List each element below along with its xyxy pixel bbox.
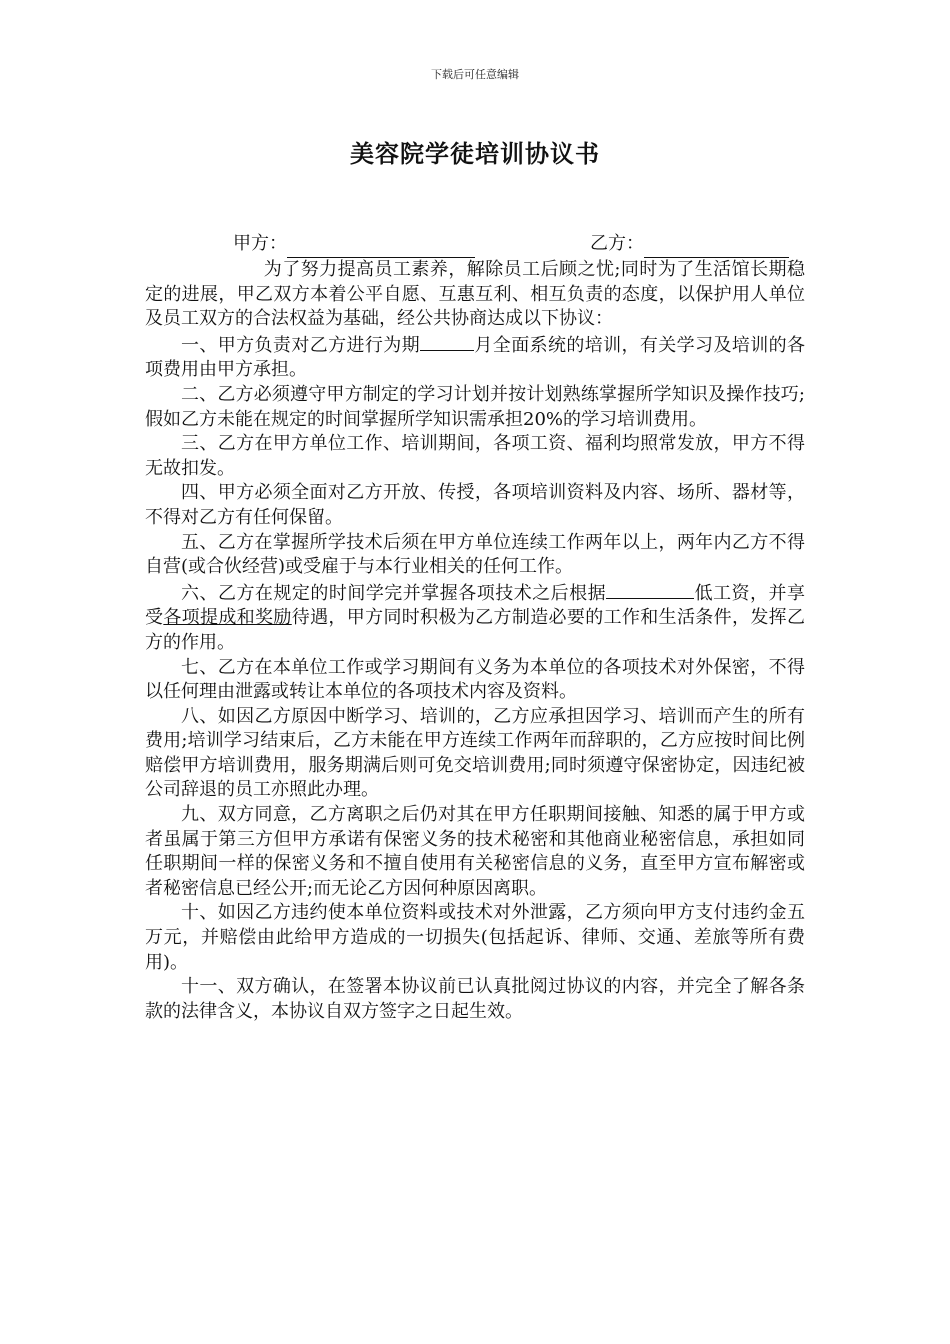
clause-1 <box>145 332 805 383</box>
clause-1-text-a: 一、甲方负责对乙方进行为期 <box>181 334 421 356</box>
clause-9: 九、双方同意，乙方离职之后仍对其在甲方任职期间接触、知悉的属于甲方或者虽属于第三方但甲方承诺有保密义务的技术秘密和其他商业秘密信息，承担如同任职期间一样的保密义务和不擅自使用有关秘密信息的义务，直至甲方宣布解密或者秘密信息已经公开;而无论乙方因何种原因离职。 <box>145 804 805 899</box>
commission-reward-text: 各项提成和奖励 <box>163 607 292 629</box>
party-a-label: 甲方： <box>233 233 287 254</box>
clause-10: 十、如因乙方违约使本单位资料或技术对外泄露，乙方须向甲方支付违约金五万元，并赔偿由此给甲方造成的一切损失(包括起诉、律师、交通、差旅等所有费用)。 <box>145 902 805 973</box>
clause-6 <box>145 580 805 656</box>
party-b <box>590 230 789 258</box>
clause-8: 八、如因乙方原因中断学习、培训的，乙方应承担因学习、培训而产生的所有费用;培训学习结束后，乙方未能在甲方连续工作两年而辞职的，乙方应按时间比例赔偿甲方培训费用，服务期满后则可免交培训费用;同时须遵守保密协定，因违纪被公司辞退的员工亦照此办理。 <box>145 705 805 801</box>
document-title: 美容院学徒培训协议书 <box>350 139 600 168</box>
party-line <box>145 230 805 258</box>
header-note: 下载后可任意编辑 <box>431 68 519 81</box>
intro-paragraph: 为了努力提高员工素养，解除员工后顾之忧;同时为了生活馆长期稳定的进展，甲乙双方本着公平自愿、互惠互利、相互负责的态度，以保护用人单位及员工双方的合法权益为基础，经公共协商达成以下协议： <box>145 259 805 330</box>
clause-5: 五、乙方在掌握所学技术后须在甲方单位连续工作两年以上，两年内乙方不得自营(或合伙经营)或受雇于与本行业相关的任何工作。 <box>145 531 805 578</box>
clause-2: 二、乙方必须遵守甲方制定的学习计划并按计划熟练掌握所学知识及操作技巧;假如乙方未能在规定的时间掌握所学知识需承担20%的学习培训费用。 <box>145 383 805 430</box>
training-months-blank[interactable] <box>420 332 474 351</box>
party-b-blank[interactable] <box>644 235 789 258</box>
clause-3: 三、乙方在甲方单位工作、培训期间，各项工资、福利均照常发放，甲方不得无故扣发。 <box>145 433 805 479</box>
clause-6-text-a: 六、乙方在规定的时间学完并掌握各项技术之后根据 <box>181 582 607 604</box>
party-a <box>233 230 475 258</box>
wage-basis-blank[interactable] <box>606 580 694 599</box>
clause-6-text-c: 待遇，甲方同时积极为乙方制造必要的工作和生活条件，发挥乙方的作用。 <box>145 607 806 653</box>
party-a-blank[interactable] <box>287 235 475 258</box>
clause-4: 四、甲方必须全面对乙方开放、传授，各项培训资料及内容、场所、器材等，不得对乙方有任何保留。 <box>145 482 805 528</box>
document-body <box>145 258 805 1024</box>
clause-7: 七、乙方在本单位工作或学习期间有义务为本单位的各项技术对外保密，不得以任何理由泄露或转让本单位的各项技术内容及资料。 <box>145 656 805 703</box>
clause-1-text-b: 月全面系统的培训，有关学习及培训的各项费用由甲方承担。 <box>145 334 805 381</box>
party-b-label: 乙方： <box>590 233 644 254</box>
clause-11: 十一、双方确认，在签署本协议前已认真批阅过协议的内容，并完全了解各条款的法律含义，本协议自双方签字之日起生效。 <box>145 976 805 1022</box>
clause-6-text-b: 低工资，并享受 <box>145 582 806 629</box>
